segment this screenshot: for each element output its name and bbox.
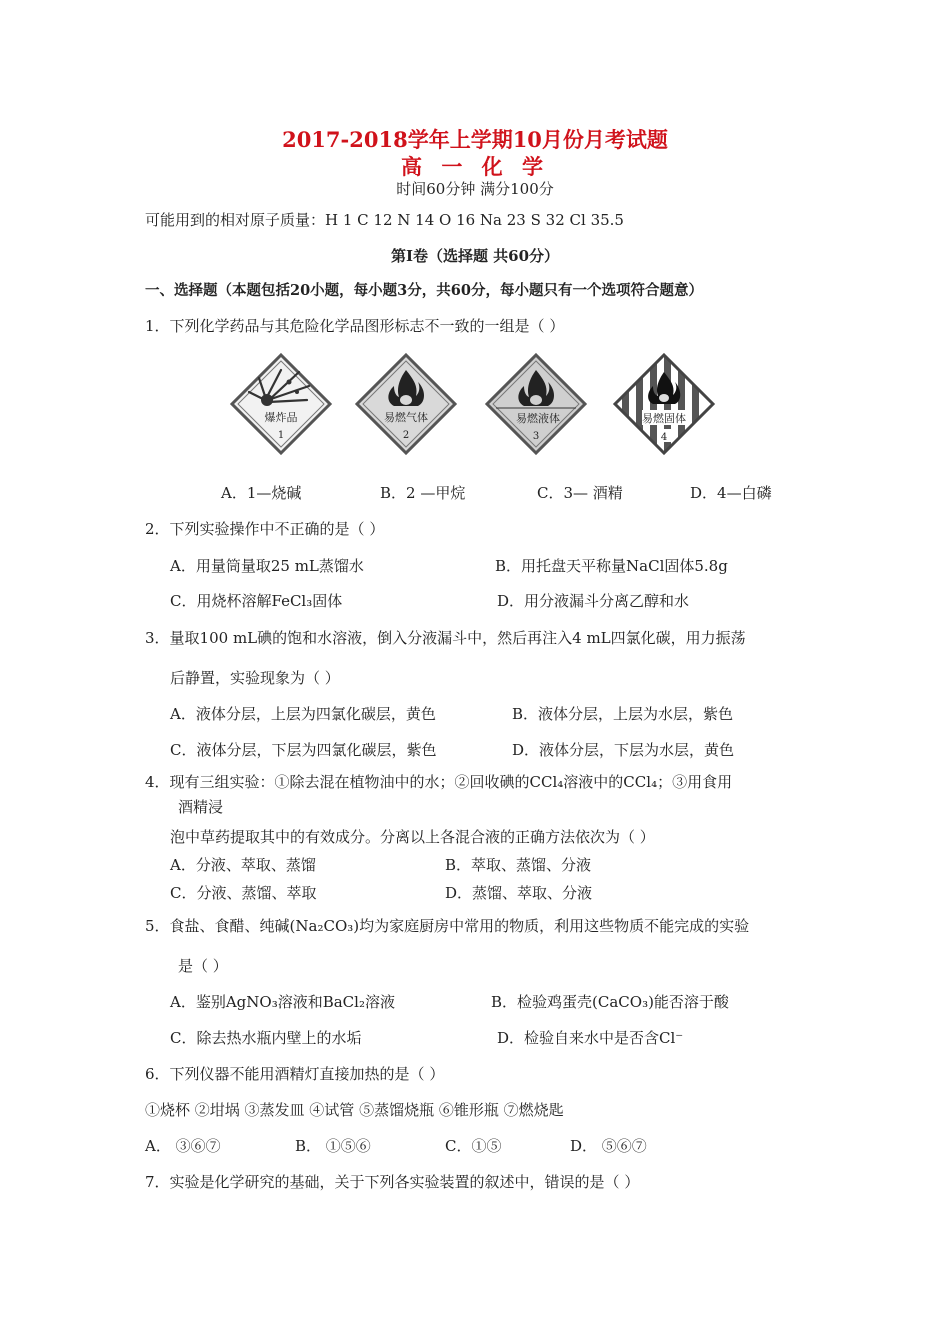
flame-icon <box>354 352 458 456</box>
q2-option-c: C．用烧杯溶解FeCl₃固体 <box>170 592 343 610</box>
flammable-liquid-sign <box>484 352 588 456</box>
part-heading: 一、选择题（本题包括20小题，每小题3分，共60分，每小题只有一个选项符合题意） <box>145 282 703 299</box>
q4-stem-line2: 酒精浸 <box>178 798 224 816</box>
q6-stem: 6．下列仪器不能用酒精灯直接加热的是（ ） <box>145 1065 445 1083</box>
q1-option-a: A．1—烧碱 <box>221 484 302 502</box>
q4-option-b: B．萃取、蒸馏、分液 <box>445 856 592 874</box>
subject-title: 高 一 化 学 <box>401 154 549 179</box>
q3-stem-line2: 后静置，实验现象为（ ） <box>170 669 340 687</box>
svg-text:易燃气体: 易燃气体 <box>384 411 428 424</box>
svg-text:4: 4 <box>660 432 668 443</box>
explosion-icon <box>229 352 333 456</box>
time-score: 时间60分钟 满分100分 <box>396 180 554 198</box>
q3-option-a: A．液体分层，上层为四氯化碳层，黄色 <box>170 705 436 723</box>
q5-option-b: B．检验鸡蛋壳(CaCO₃)能否溶于酸 <box>491 993 729 1011</box>
q3-option-b: B．液体分层，上层为水层，紫色 <box>512 705 734 723</box>
section-title: 第Ⅰ卷（选择题 共60分） <box>390 247 560 265</box>
q4-stem-line3: 泡中草药提取其中的有效成分。分离以上各混合液的正确方法依次为（ ） <box>170 828 655 846</box>
q6-option-d: D． ⑤⑥⑦ <box>570 1137 647 1155</box>
q2-option-a: A．用量筒量取25 mL蒸馏水 <box>170 557 364 575</box>
q1-option-d: D．4—白磷 <box>690 484 772 502</box>
q1-option-c: C．3— 酒精 <box>537 484 623 502</box>
q5-stem-line1: 5．食盐、食醋、纯碱(Na₂CO₃)均为家庭厨房中常用的物质，利用这些物质不能完成的实验 <box>145 917 750 935</box>
svg-text:易燃液体: 易燃液体 <box>516 412 560 425</box>
q6-items: ①烧杯 ②坩埚 ③蒸发皿 ④试管 ⑤蒸馏烧瓶 ⑥锥形瓶 ⑦燃烧匙 <box>145 1101 564 1119</box>
q1-option-b: B．2 —甲烷 <box>380 484 466 502</box>
svg-text:爆炸品: 爆炸品 <box>264 411 298 424</box>
svg-text:1: 1 <box>277 430 285 441</box>
q3-option-c: C．液体分层，下层为四氯化碳层，紫色 <box>170 741 437 759</box>
q6-option-c: C．①⑤ <box>445 1137 502 1155</box>
q2-option-d: D．用分液漏斗分离乙醇和水 <box>497 592 690 610</box>
q4-option-d: D．蒸馏、萃取、分液 <box>445 884 593 902</box>
flame-icon <box>612 352 716 456</box>
atomic-masses: 可能用到的相对原子质量：H 1 C 12 N 14 O 16 Na 23 S 32 Cl 35.5 <box>145 211 624 229</box>
q7-stem: 7．实验是化学研究的基础，关于下列各实验装置的叙述中，错误的是（ ） <box>145 1173 640 1191</box>
q2-stem: 2．下列实验操作中不正确的是（ ） <box>145 520 385 538</box>
q3-stem-line1: 3．量取100 mL碘的饱和水溶液，倒入分液漏斗中，然后再注入4 mL四氯化碳，用力振荡 <box>145 629 746 647</box>
exam-title: 2017-2018学年上学期10月份月考试题 <box>282 127 668 152</box>
q1-stem: 1．下列化学药品与其危险化学品图形标志不一致的一组是（ ） <box>145 317 565 335</box>
flammable-gas-sign <box>354 352 458 456</box>
q4-option-a: A．分液、萃取、蒸馏 <box>170 856 316 874</box>
svg-text:2: 2 <box>402 430 410 441</box>
explosive-sign <box>229 352 333 456</box>
q5-option-c: C．除去热水瓶内壁上的水垢 <box>170 1029 362 1047</box>
svg-text:易燃固体: 易燃固体 <box>642 412 686 425</box>
svg-text:3: 3 <box>532 431 540 442</box>
q2-option-b: B．用托盘天平称量NaCl固体5.8g <box>495 557 728 575</box>
q6-option-a: A． ③⑥⑦ <box>145 1137 221 1155</box>
q5-option-d: D．检验自来水中是否含Cl⁻ <box>497 1029 684 1047</box>
q6-option-b: B． ①⑤⑥ <box>295 1137 371 1155</box>
q4-option-c: C．分液、蒸馏、萃取 <box>170 884 317 902</box>
q5-stem-line2: 是（ ） <box>178 957 228 975</box>
flammable-solid-sign <box>612 352 716 456</box>
q3-option-d: D．液体分层，下层为水层，黄色 <box>512 741 735 759</box>
q4-stem-line1: 4．现有三组实验：①除去混在植物油中的水；②回收碘的CCl₄溶液中的CCl₄；③用食用 <box>145 773 733 791</box>
q5-option-a: A．鉴别AgNO₃溶液和BaCl₂溶液 <box>170 993 395 1011</box>
flame-icon <box>484 352 588 456</box>
